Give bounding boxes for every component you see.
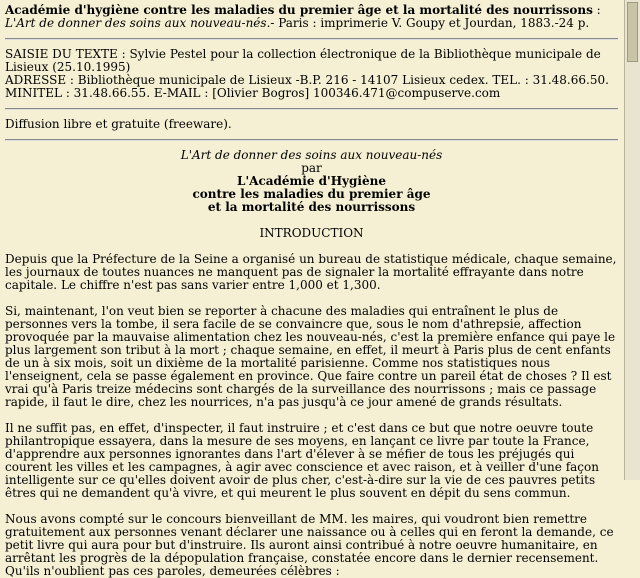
- by-line: par: [301, 161, 322, 175]
- header-title: Académie d'hygiène contre les maladies du premier âge et la mortalité des nourrissons: [5, 3, 593, 17]
- license-note: Diffusion libre et gratuite (freeware).: [5, 117, 232, 131]
- paragraph-3: Il ne suffit pas, en effet, d'inspecter, il faut instruire ; et c'est dans ce but que notre oeuvre toute philantropique essayera, dans la mesure de ses moyens, en lançant ce livre par toute la France, d'apprendre aux personnes ignorantes dans l'art d'élever à se méfier de tous les préjugés qui courent les villes et les campagnes, à agir avec conscience et avec raison, et à veiller d'une façon intelligente sur ce qu'elles doivent avoir de plus cher, c'est-à-dire sur la vie de ces pauvres petits êtres qui ne demandent qu'à vivre, et qui meurent le plus souvent en dépit du sens commun.: [5, 421, 599, 500]
- divider-3: [5, 139, 618, 141]
- divider-1: [5, 38, 618, 40]
- org-line-1: L'Académie d'Hygiène: [237, 174, 386, 188]
- work-title: L'Art de donner des soins aux nouveau-nés: [180, 148, 443, 162]
- title-block: [5, 149, 618, 214]
- credits-line-2: ADRESSE : Bibliothèque municipale de Lisieux -B.P. 216 - 14107 Lisieux cedex. TEL. : 31.48.66.50. MINITEL : 31.48.66.55. E-MAIL : [Olivier Bogros] 100346.471@compuserve.com: [5, 73, 609, 100]
- vertical-scrollbar[interactable]: [624, 0, 640, 480]
- paragraph-4: Nous avons compté sur le concours bienveillant de MM. les maires, qui voudront bien remettre gratuitement aux personnes venant déclarer une naissance ou à celles qui en feront la demande, ce petit livre qui aura pour but d'instruire. Ils auront ainsi contribué à notre oeuvre humanitaire, en arrêtant les progrès de la dépopulation française, constatée encore dans le dernier recensement. Qu'ils n'oublient pas ces paroles, demeurées célèbres :: [5, 512, 614, 578]
- scrollbar-thumb[interactable]: [627, 2, 638, 62]
- org-line-2: contre les maladies du premier âge: [192, 187, 431, 201]
- paragraph-1: Depuis que la Préfecture de la Seine a organisé un bureau de statistique médicale, chaque semaine, les journaux de toutes nuances ne manquent pas de signaler la mortalité effrayante dans notre capitale. Le chiffre n'est pas sans varier entre 1,000 et 1,300.: [5, 252, 617, 292]
- divider-2: [5, 108, 618, 110]
- header-separator: :: [592, 3, 601, 17]
- credits-line-1: SAISIE DU TEXTE : Sylvie Pestel pour la collection électronique de la Bibliothèque municipale de Lisieux (25.10.1995): [5, 47, 601, 74]
- org-line-3: et la mortalité des nourrissons: [207, 200, 416, 214]
- document-header: [5, 4, 618, 30]
- header-italic-title: L'Art de donner des soins aux nouveau-nés: [5, 16, 267, 30]
- header-imprint: .- Paris : imprimerie V. Goupy et Jourdan, 1883.-24 p.: [266, 16, 590, 30]
- section-heading: INTRODUCTION: [259, 226, 364, 240]
- paragraph-2: Si, maintenant, l'on veut bien se reporter à chacune des maladies qui entraînent le plus de personnes vers la tombe, il sera facile de se convaincre que, sous le nom d'athrepsie, affection provoquée par la mauvaise alimentation chez les nouveau-nés, c'est la première enfance qui paye le plus largement son tribut à la mort ; chaque semaine, en effet, il meurt à Paris plus de cent enfants de un à six mois, soit un dixième de la mortalité parisienne. Comme nos statistiques nous l'enseignent, cela se passe également en province. Que faire contre un pareil état de choses ? Il est vrai qu'à Paris treize médecins sont chargés de la surveillance des nourrissons ; mais ce passage rapide, il faut le dire, chez les nourrices, n'a pas jusqu'à ce jour amené de grands résultats.: [5, 304, 616, 409]
